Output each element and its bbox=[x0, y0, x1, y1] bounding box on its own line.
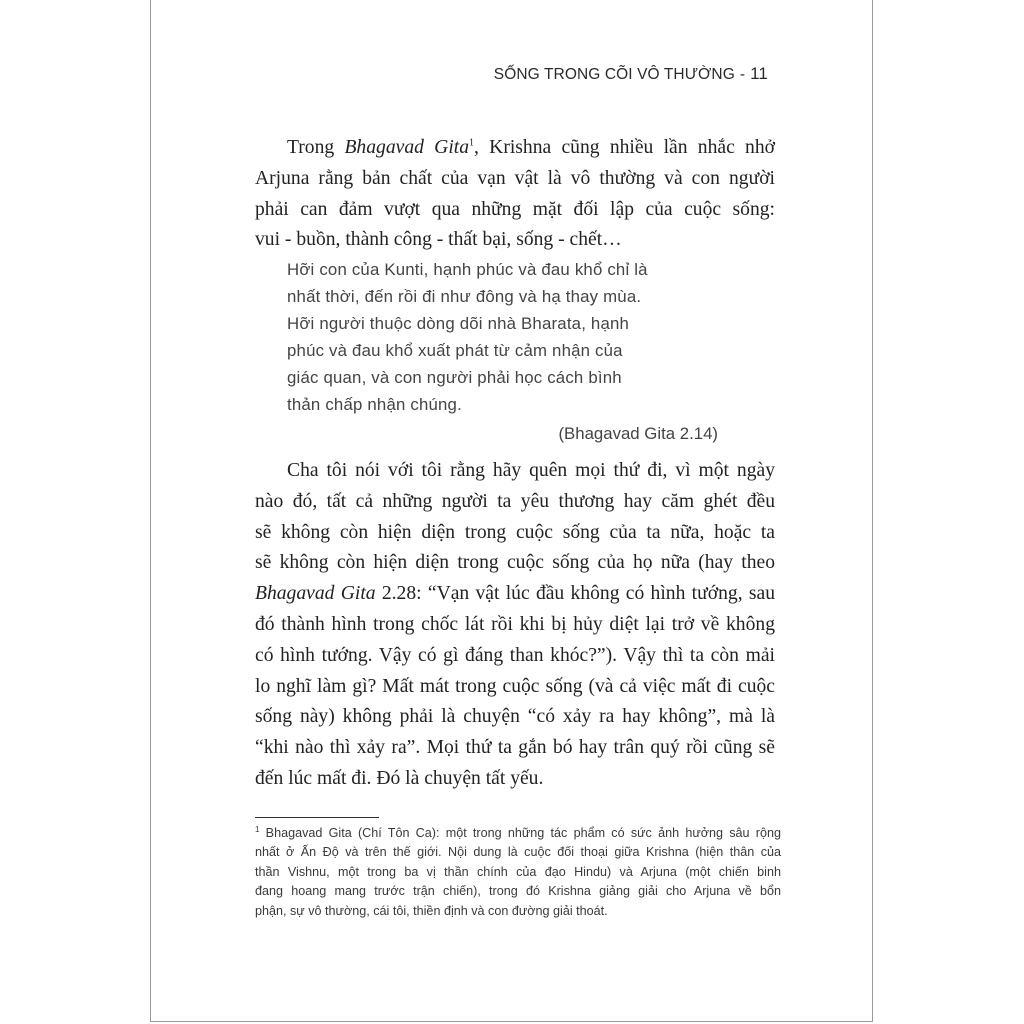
footnote-line: thần Vishnu, một trong ba vị thần chính của đạo Hindu) và Arjuna (một chiến binh bbox=[255, 864, 781, 879]
paragraph-2-line: đến lúc mất đi. Đó là chuyện tất yếu. bbox=[255, 767, 544, 789]
chapter-title: SỐNG TRONG CÕI VÔ THƯỜNG bbox=[493, 66, 735, 83]
book-page bbox=[150, 0, 873, 1022]
footnote-line: $^1$ Bhagavad Gita (Chí Tôn Ca): một trong những tác phẩm có sức ảnh hưởng sâu rộng bbox=[255, 824, 781, 840]
footnote-line: phận, sự vô thường, cái tôi, thiền định và con đường giải thoát. bbox=[255, 903, 608, 918]
quote-line: thản chấp nhận chúng. bbox=[287, 395, 462, 414]
footnote-line: đang hoang mang trước trận chiến), trong đó Krishna giảng giải cho Arjuna về bổn bbox=[255, 884, 781, 899]
quote-line: phúc và đau khổ xuất phát từ cảm nhận của bbox=[287, 341, 623, 360]
header-separator: - bbox=[739, 66, 746, 83]
paragraph-1-line: Trong Bhagavad Gita$^1$, Krishna cũng nhiều lần nhắc nhở bbox=[287, 137, 776, 158]
quote-line: Hỡi con của Kunti, hạnh phúc và đau khổ chỉ là bbox=[287, 260, 648, 279]
paragraph-2-line: Cha tôi nói với tôi rằng hãy quên mọi thứ đi, vì một ngày bbox=[287, 460, 775, 481]
footnote bbox=[255, 824, 781, 921]
block-quote bbox=[287, 256, 727, 418]
quote-citation: (Bhagavad Gita 2.14) bbox=[558, 424, 718, 443]
footnote-line: nhất ở Ấn Độ và trên thế giới. Nội dung là cuộc đối thoại giữa Krishna (hiện thân của bbox=[255, 845, 781, 860]
paragraph-2-line: lo nghĩ làm gì? Mất mát trong cuộc sống (và cả việc mất đi cuộc bbox=[255, 675, 775, 697]
paragraph-2 bbox=[255, 456, 775, 795]
paragraph-2-line: sẽ không còn hiện diện trong cuộc sống của họ nữa (hay theo bbox=[255, 552, 775, 574]
paragraph-2-line: “khi nào thì xảy ra”. Mọi thứ ta gắn bó hay trân quý rồi cũng sẽ bbox=[255, 737, 775, 759]
paragraph-2-line: đó thành hình trong chốc lát rồi khi bị hủy diệt lại trở về không bbox=[255, 613, 775, 635]
paragraph-1-line: Arjuna rằng bản chất của vạn vật là vô thường và con người bbox=[255, 167, 775, 189]
paragraph-1-line: phải can đảm vượt qua những mặt đối lập của cuộc sống: bbox=[255, 198, 775, 220]
page-number: 11 bbox=[750, 64, 768, 83]
quote-line: giác quan, và con người phải học cách bình bbox=[287, 368, 622, 387]
footnote-divider bbox=[255, 817, 379, 818]
paragraph-2-line: sống này) không phải là chuyện “có xảy ra hay không”, mà là bbox=[255, 706, 775, 728]
book-title-italic: Bhagavad Gita bbox=[255, 583, 376, 605]
book-title-italic: Bhagavad Gita bbox=[344, 137, 470, 158]
paragraph-2-line: Bhagavad Gita 2.28: “Vạn vật lúc đầu không có hình tướng, sau bbox=[255, 583, 775, 605]
quote-line: Hỡi người thuộc dòng dõi nhà Bharata, hạnh bbox=[287, 314, 630, 333]
footnote-marker: 1 bbox=[255, 824, 260, 834]
paragraph-2-line: sẽ không còn hiện diện trong cuộc sống của ta nữa, hoặc ta bbox=[255, 521, 775, 543]
quote-line: nhất thời, đến rồi đi như đông và hạ thay mùa. bbox=[287, 287, 642, 306]
paragraph-2-line: có hình tướng. Vậy có gì đáng than khóc?”). Vậy thì ta còn mải bbox=[255, 644, 775, 666]
running-header bbox=[494, 64, 768, 84]
paragraph-2-line: nào đó, tất cả những người ta yêu thương hay căm ghét đều bbox=[255, 490, 775, 512]
paragraph-1-line: vui - buồn, thành công - thất bại, sống - chết… bbox=[255, 229, 622, 251]
footnote-ref: 1 bbox=[469, 137, 475, 149]
paragraph-1 bbox=[255, 133, 775, 256]
